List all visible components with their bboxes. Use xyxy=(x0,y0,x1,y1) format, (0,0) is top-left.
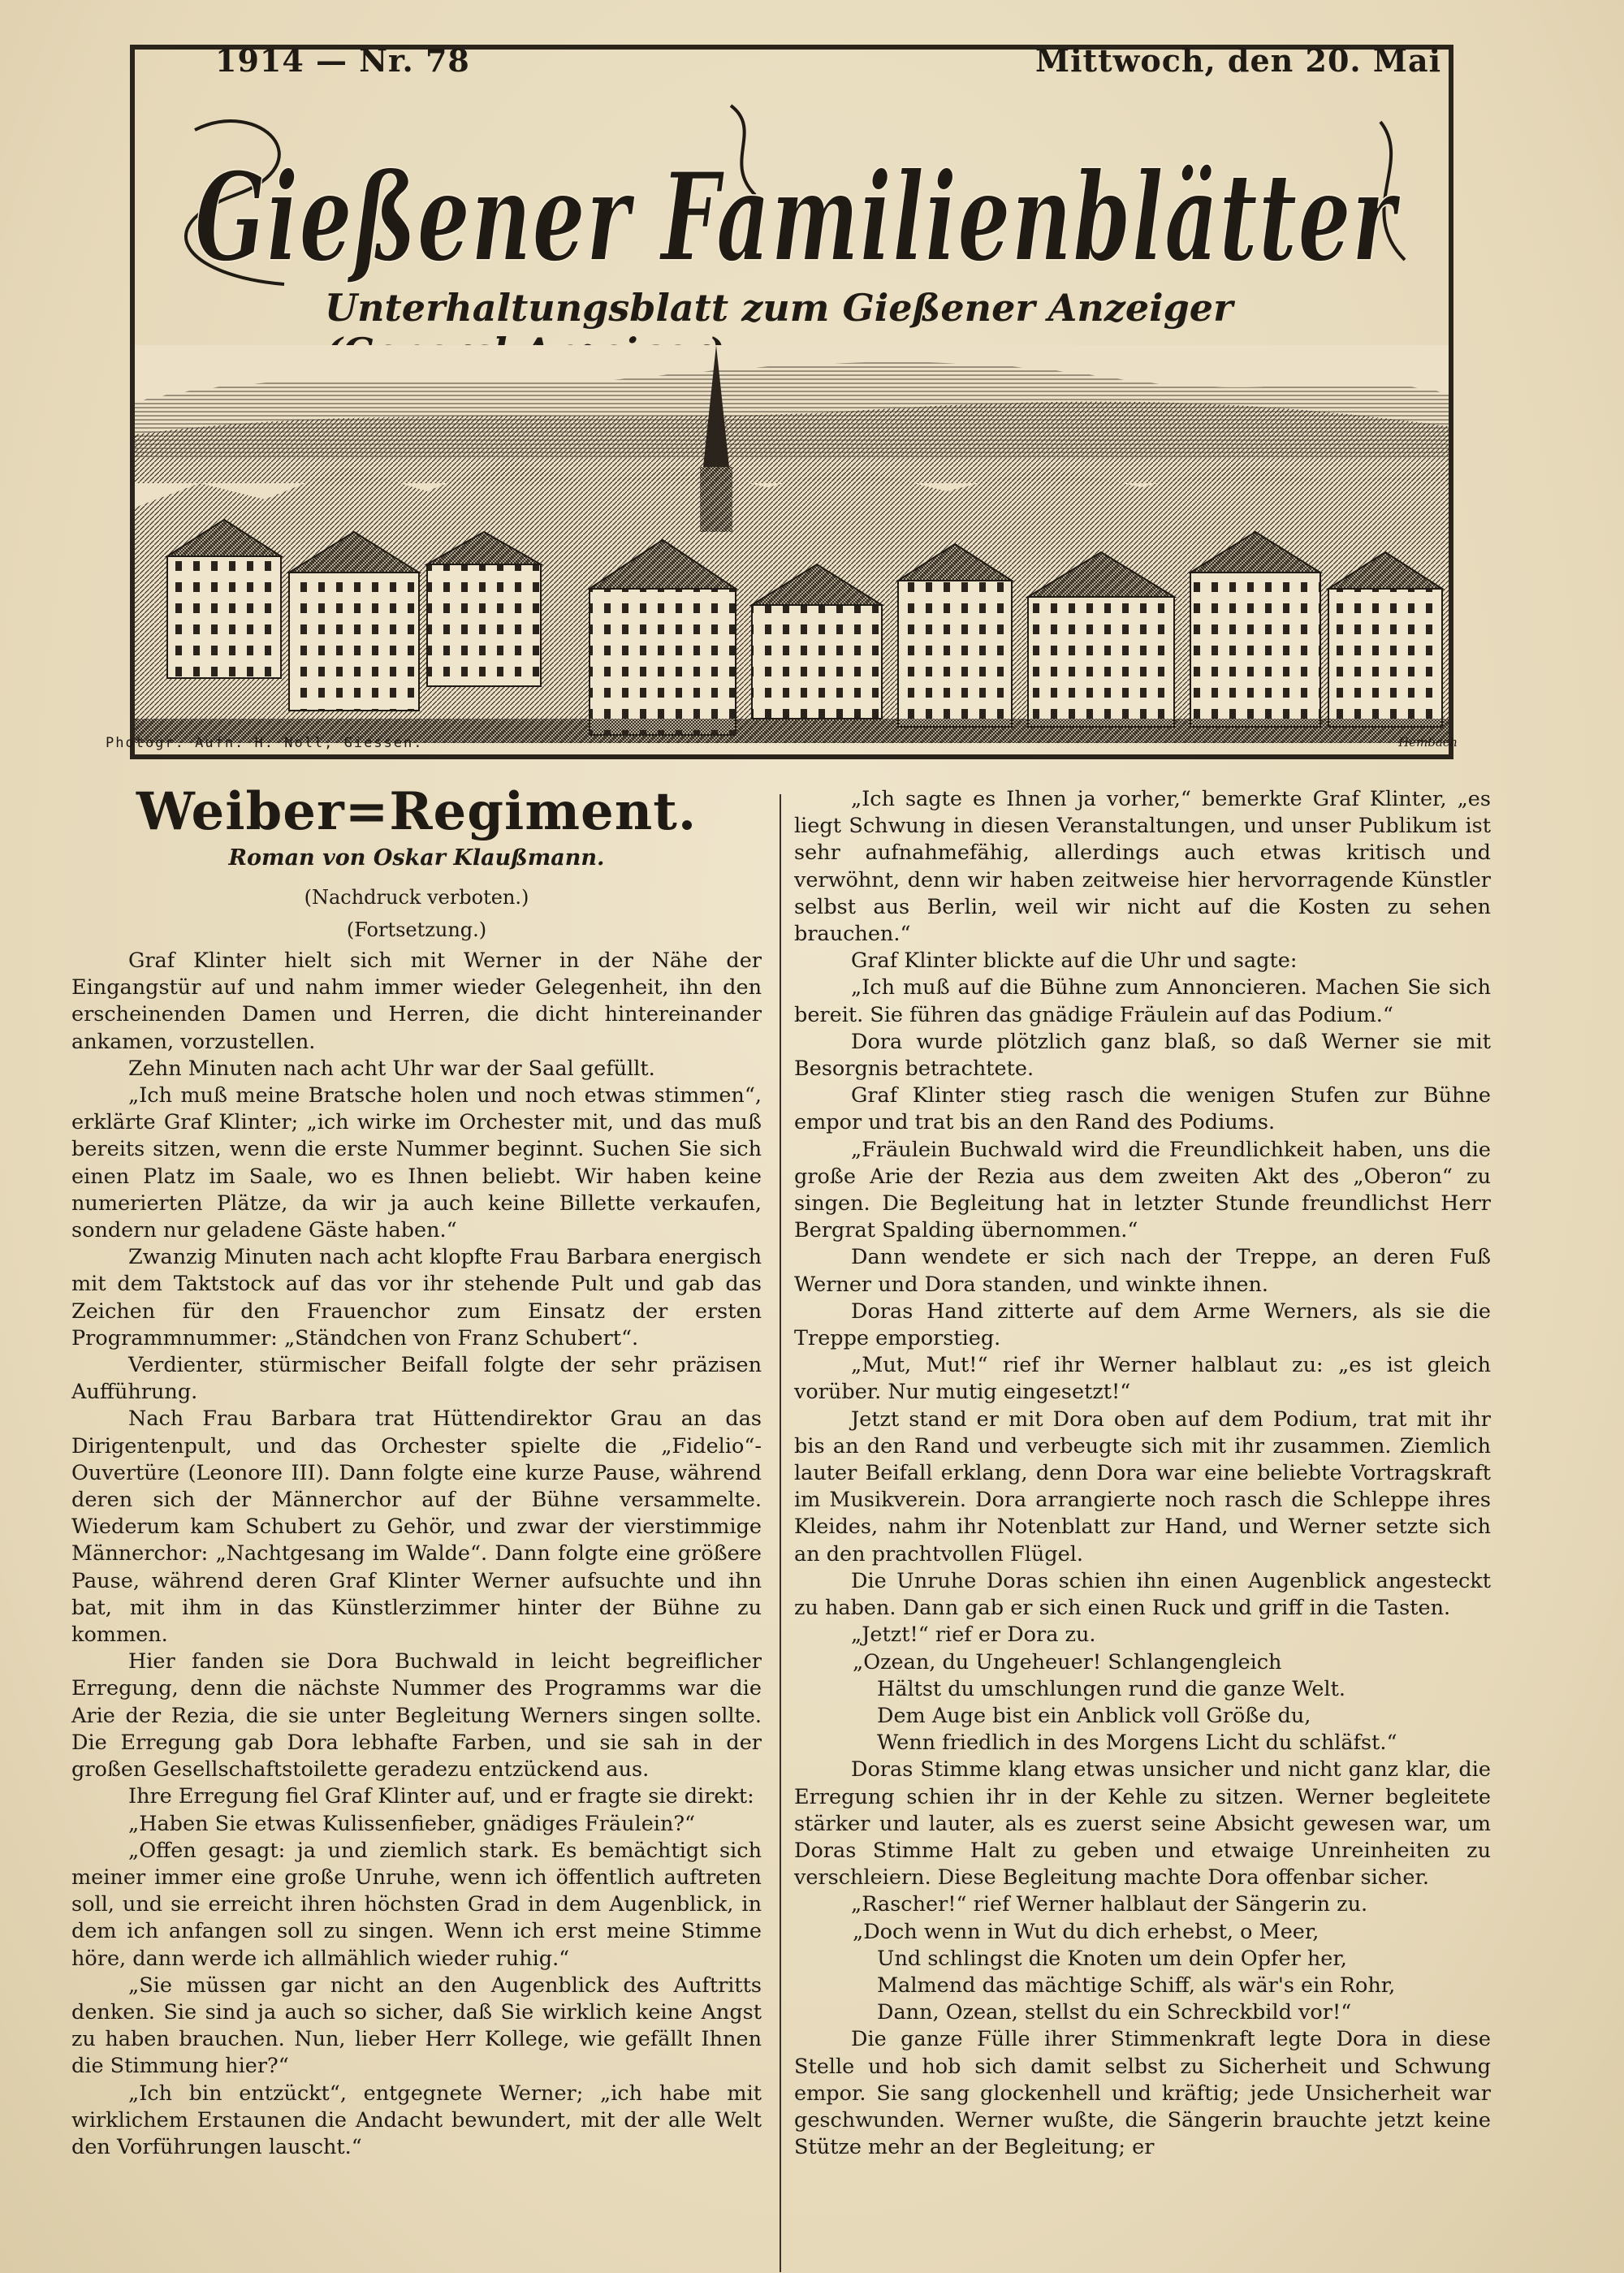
verse-block xyxy=(794,1919,1491,2027)
paragraph: Die Unruhe Doras schien ihn einen Augenblick angesteckt zu haben. Dann gab er sich einen Ruck und griff in die Tasten. xyxy=(794,1568,1491,1621)
paragraph: Zwanzig Minuten nach acht klopfte Frau Barbara energisch mit dem Taktstock auf das vor ihr stehende Pult und gab das Zeichen für den Frauenchor zum Einsatz der ersten Programmnummer: „Ständchen von Franz Schubert“. xyxy=(71,1245,762,1350)
issue-date: Mittwoch, den 20. Mai xyxy=(1035,42,1441,79)
paragraph: Die ganze Fülle ihrer Stimmenkraft legte Dora in diese Stelle und hob sich damit selbst zu Sicherheit und Schwung empor. Sie sang glockenhell und kräftig; jede Unsicherheit war geschwunden. Werner wußte, die Sängerin brauchte jetzt keine Stütze mehr an der Begleitung; er xyxy=(794,2027,1491,2160)
verse-line: Dem Auge bist ein Anblick voll Größe du, xyxy=(877,1703,1311,1728)
paragraph: Zehn Minuten nach acht Uhr war der Saal gefüllt. xyxy=(128,1056,655,1081)
photo-credit: Photogr. Aufn. H. Noll, Giessen. xyxy=(106,735,424,751)
paragraph: „Haben Sie etwas Kulissenfieber, gnädiges Fräulein?“ xyxy=(128,1811,696,1836)
article-column-left xyxy=(71,781,762,2161)
paragraph: „Ich muß auf die Bühne zum Annoncieren. Machen Sie sich bereit. Sie führen das gnädige Fräulein auf das Podium.“ xyxy=(794,975,1491,1027)
title-lettering: Gießener Familienblätter xyxy=(195,146,1402,289)
verse-line: „Doch wenn in Wut du dich erhebst, o Meer, xyxy=(853,1919,1320,1944)
paragraph: „Fräulein Buchwald wird die Freundlichkeit haben, uns die große Arie der Rezia aus dem zweiten Akt des „Oberon“ zu singen. Die Begleitung hat in letzter Stunde freundlichst Herr Bergrat Spalding übernommen.“ xyxy=(794,1137,1491,1243)
article-author: Roman von Oskar Klaußmann. xyxy=(228,845,605,871)
paragraph: Ihre Erregung fiel Graf Klinter auf, und er fragte sie direkt: xyxy=(128,1784,754,1809)
article-title: Weiber=Regiment. xyxy=(136,781,698,842)
paragraph: „Sie müssen gar nicht an den Augenblick des Auftritts denken. Sie sind ja auch so sicher, daß Sie wirklich keine Angst zu haben brauchen. Nun, lieber Herr Kollege, wie gefällt Ihnen die Stimmung hier?“ xyxy=(71,1973,762,2079)
paragraph: Doras Stimme klang etwas unsicher und nicht ganz klar, die Erregung schien ihr in der Kehle zu sitzen. Werner begleitete stärker und lauter, als es zuerst seine Absicht gewesen war, um Doras Stimme Halt zu geben und etwaige Unreinheiten zu verschleiern. Diese Begleitung machte Dora offenbar sicher. xyxy=(794,1757,1491,1891)
paragraph: „Offen gesagt: ja und ziemlich stark. Es bemächtigt sich meiner immer eine große Unruhe, wenn ich öffentlich auftreten soll, und sie erreicht ihren höchsten Grad in dem Augenblick, in dem ich anfangen soll zu singen. Wenn ich erst meine Stimme höre, dann werde ich allmählich wieder ruhig.“ xyxy=(71,1838,762,1971)
paragraph: Verdienter, stürmischer Beifall folgte der sehr präzisen Aufführung. xyxy=(71,1353,762,1405)
verse-line: Malmend das mächtige Schiff, als wär's ein Rohr, xyxy=(877,1973,1396,1998)
paragraph: Doras Hand zitterte auf dem Arme Werners, als sie die Treppe emporstieg. xyxy=(794,1299,1491,1351)
paragraph: Graf Klinter stieg rasch die wenigen Stufen zur Bühne empor und trat bis an den Rand des Podiums. xyxy=(794,1083,1491,1135)
paragraph: „Jetzt!“ rief er Dora zu. xyxy=(851,1623,1096,1648)
verse-line: Hältst du umschlungen rund die ganze Welt. xyxy=(877,1676,1345,1701)
engraver-signature: Hembach xyxy=(1398,735,1458,750)
paragraph: Jetzt stand er mit Dora oben auf dem Podium, trat mit ihr bis an den Rand und verbeugte sich mit ihr zusammen. Ziemlich lauter Beifall erklang, denn Dora war eine beliebte Vortragskraft im Musikverein. Dora arrangierte noch rasch die Schleppe ihres Kleides, nahm ihr Notenblatt zur Hand, und Werner setzte sich an den prachtvollen Flügel. xyxy=(794,1407,1491,1566)
paragraph: Graf Klinter blickte auf die Uhr und sagte: xyxy=(851,949,1298,974)
continuation-note: (Fortsetzung.) xyxy=(346,918,487,941)
verse-block xyxy=(794,1649,1491,1757)
paragraph: „Mut, Mut!“ rief ihr Werner halblaut zu: „es ist gleich vorüber. Nur mutig eingesetzt!“ xyxy=(794,1353,1491,1405)
paragraph: Hier fanden sie Dora Buchwald in leicht begreiflicher Erregung, denn die nächste Nummer des Programms war die Arie der Rezia, die sie unter Begleitung Werners singen sollte. Die Erregung gab Dora lebhafte Farben, und sie sah in der großen Gesellschaftstoilette geradezu entzückend aus. xyxy=(71,1649,762,1783)
paragraph: Nach Frau Barbara trat Hüttendirektor Grau an das Dirigentenpult, und das Orchester spielte die „Fidelio“-Ouvertüre (Leonore III). Dann folgte eine kurze Pause, während deren sich der Männerchor auf der Bühne versammelte. Wiederum kam Schubert zu Gehör, und zwar der vierstimmige Männerchor: „Nachtgesang im Walde“. Dann folgte eine größere Pause, während deren Graf Klinter Werner aufsuchte und ihn bat, mit ihm in das Künstlerzimmer hinter der Bühne zu kommen. xyxy=(71,1407,762,1648)
paragraph: „Ich sagte es Ihnen ja vorher,“ bemerkte Graf Klinter, „es liegt Schwung in diesen Veranstaltungen, und unser Publikum ist sehr aufnahmefähig, allerdings auch etwas kritisch und verwöhnt, denn wir haben zeitweise hier hervorragende Künstler selbst aus Berlin, weil wir nicht auf die Kosten zu sehen brauchen.“ xyxy=(794,787,1491,947)
article-column-right xyxy=(794,786,1491,2161)
verse-line: Wenn friedlich in des Morgens Licht du schläfst.“ xyxy=(877,1731,1397,1756)
paragraph: „Ich muß meine Bratsche holen und noch etwas stimmen“, erklärte Graf Klinter; „ich wirke im Orchester mit, und das muß bereits sitzen, wenn die erste Nummer beginnt. Suchen Sie sich einen Platz im Saale, wo es Ihnen beliebt. Wir haben keine numerierten Plätze, da wir ja auch keine Billette verkaufen, sondern nur geladene Gäste haben.“ xyxy=(71,1083,762,1243)
paragraph: Graf Klinter hielt sich mit Werner in der Nähe der Eingangstür auf und nahm immer wieder Gelegenheit, ihn den erscheinenden Damen und Herren, die dicht hintereinander ankamen, vorzustellen. xyxy=(71,949,762,1054)
verse-line: Und schlingst die Knoten um dein Opfer her, xyxy=(877,1946,1347,1971)
verse-line: „Ozean, du Ungeheuer! Schlangengleich xyxy=(853,1649,1282,1675)
verse-line: Dann, Ozean, stellst du ein Schreckbild vor!“ xyxy=(877,2000,1352,2025)
city-view-engraving xyxy=(135,345,1449,743)
column-divider xyxy=(780,794,781,2272)
issue-number: 1914 — Nr. 78 xyxy=(215,42,470,79)
paragraph: Dann wendete er sich nach der Treppe, an deren Fuß Werner und Dora standen, und winkte ihnen. xyxy=(794,1245,1491,1297)
newspaper-subtitle: Unterhaltungsblatt zum Gießener Anzeiger xyxy=(325,286,1233,330)
reprint-note: (Nachdruck verboten.) xyxy=(304,886,529,909)
newspaper-title xyxy=(162,97,1429,309)
paragraph: Dora wurde plötzlich ganz blaß, so daß Werner sie mit Besorgnis betrachtete. xyxy=(794,1029,1491,1082)
paragraph: „Rascher!“ rief Werner halblaut der Sängerin zu. xyxy=(851,1892,1368,1917)
paragraph: „Ich bin entzückt“, entgegnete Werner; „ich habe mit wirklichem Erstaunen die Andacht bewundert, mit der alle Welt den Vorführungen lauscht.“ xyxy=(71,2081,762,2159)
